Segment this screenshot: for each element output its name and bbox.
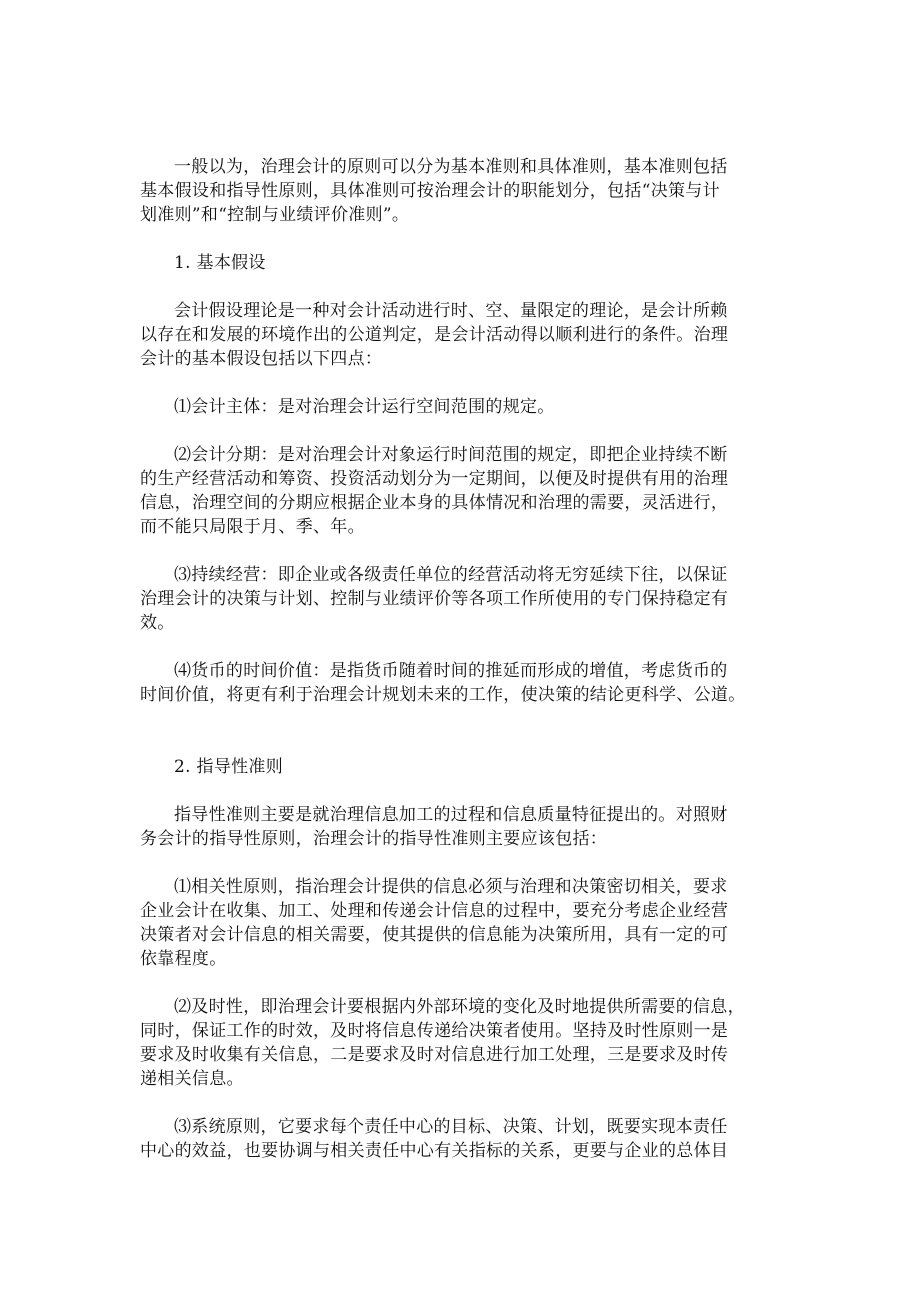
section-heading-guiding-principles: 2. 指导性准则 [174, 757, 284, 777]
principle-item-systematic: ⑶系统原则，它要求每个责任中心的目标、决策、计划，既要实现本责任 中心的效益，也要协调与相关责任中心有关指标的关系，更要与企业的总体目 [140, 1117, 729, 1161]
document-body [140, 155, 780, 1187]
assumption-item-accounting-entity: ⑴会计主体：是对治理会计运行空间范围的规定。 [174, 397, 555, 417]
assumption-item-going-concern: ⑶持续经营：即企业或各级责任单位的经营活动将无穷延续下往，以保证 治理会计的决策与计划、控制与业绩评价等各项工作所使用的专门保持稳定有 效。 [140, 565, 729, 633]
assumption-item-accounting-period: ⑵会计分期：是对治理会计对象运行时间范围的规定，即把企业持续不断 的生产经营活动和筹资、投资活动划分为一定期间，以便及时提供有用的治理 信息，治理空间的分期应根据企业本身的具体情况和治理的需要，灵活进行， 而不能只局限于月、季、年。 [140, 445, 729, 537]
intro-paragraph: 一般以为，治理会计的原则可以分为基本准则和具体准则，基本准则包括 基本假设和指导性原则，具体准则可按治理会计的职能划分，包括“决策与计 划准则”和“控制与业绩评价准则”。 [140, 157, 728, 225]
section2-intro-paragraph: 指导性准则主要是就治理信息加工的过程和信息质量特征提出的。对照财 务会计的指导性原则，治理会计的指导性准则主要应该包括： [140, 805, 728, 849]
assumption-item-time-value-of-money: ⑷货币的时间价值：是指货币随着时间的推延而形成的增值，考虑货币的 时间价值，将更有利于治理会计规划未来的工作，使决策的结论更科学、公道。 [140, 661, 746, 705]
section1-intro-paragraph: 会计假设理论是一种对会计活动进行时、空、量限定的理论，是会计所赖 以存在和发展的环境作出的公道判定，是会计活动得以顺利进行的条件。治理 会计的基本假设包括以下四点： [140, 301, 729, 369]
principle-item-timeliness: ⑵及时性，即治理会计要根据内外部环境的变化及时地提供所需要的信息， 同时，保证工作的时效，及时将信息传递给决策者使用。坚持及时性原则一是 要求及时收集有关信息，二是要求及时对信息进行加工处理，三是要求及时传 递相关信息。 [140, 997, 745, 1089]
section-spacer [140, 731, 780, 755]
section-heading-basic-assumptions: 1. 基本假设 [174, 253, 266, 273]
principle-item-relevance: ⑴相关性原则，指治理会计提供的信息必须与治理和决策密切相关，要求 企业会计在收集、加工、处理和传递会计信息的过程中，要充分考虑企业经营 决策者对会计信息的相关需要，使其提供的信息能为决策所用，具有一定的可 依靠程度。 [140, 877, 729, 969]
